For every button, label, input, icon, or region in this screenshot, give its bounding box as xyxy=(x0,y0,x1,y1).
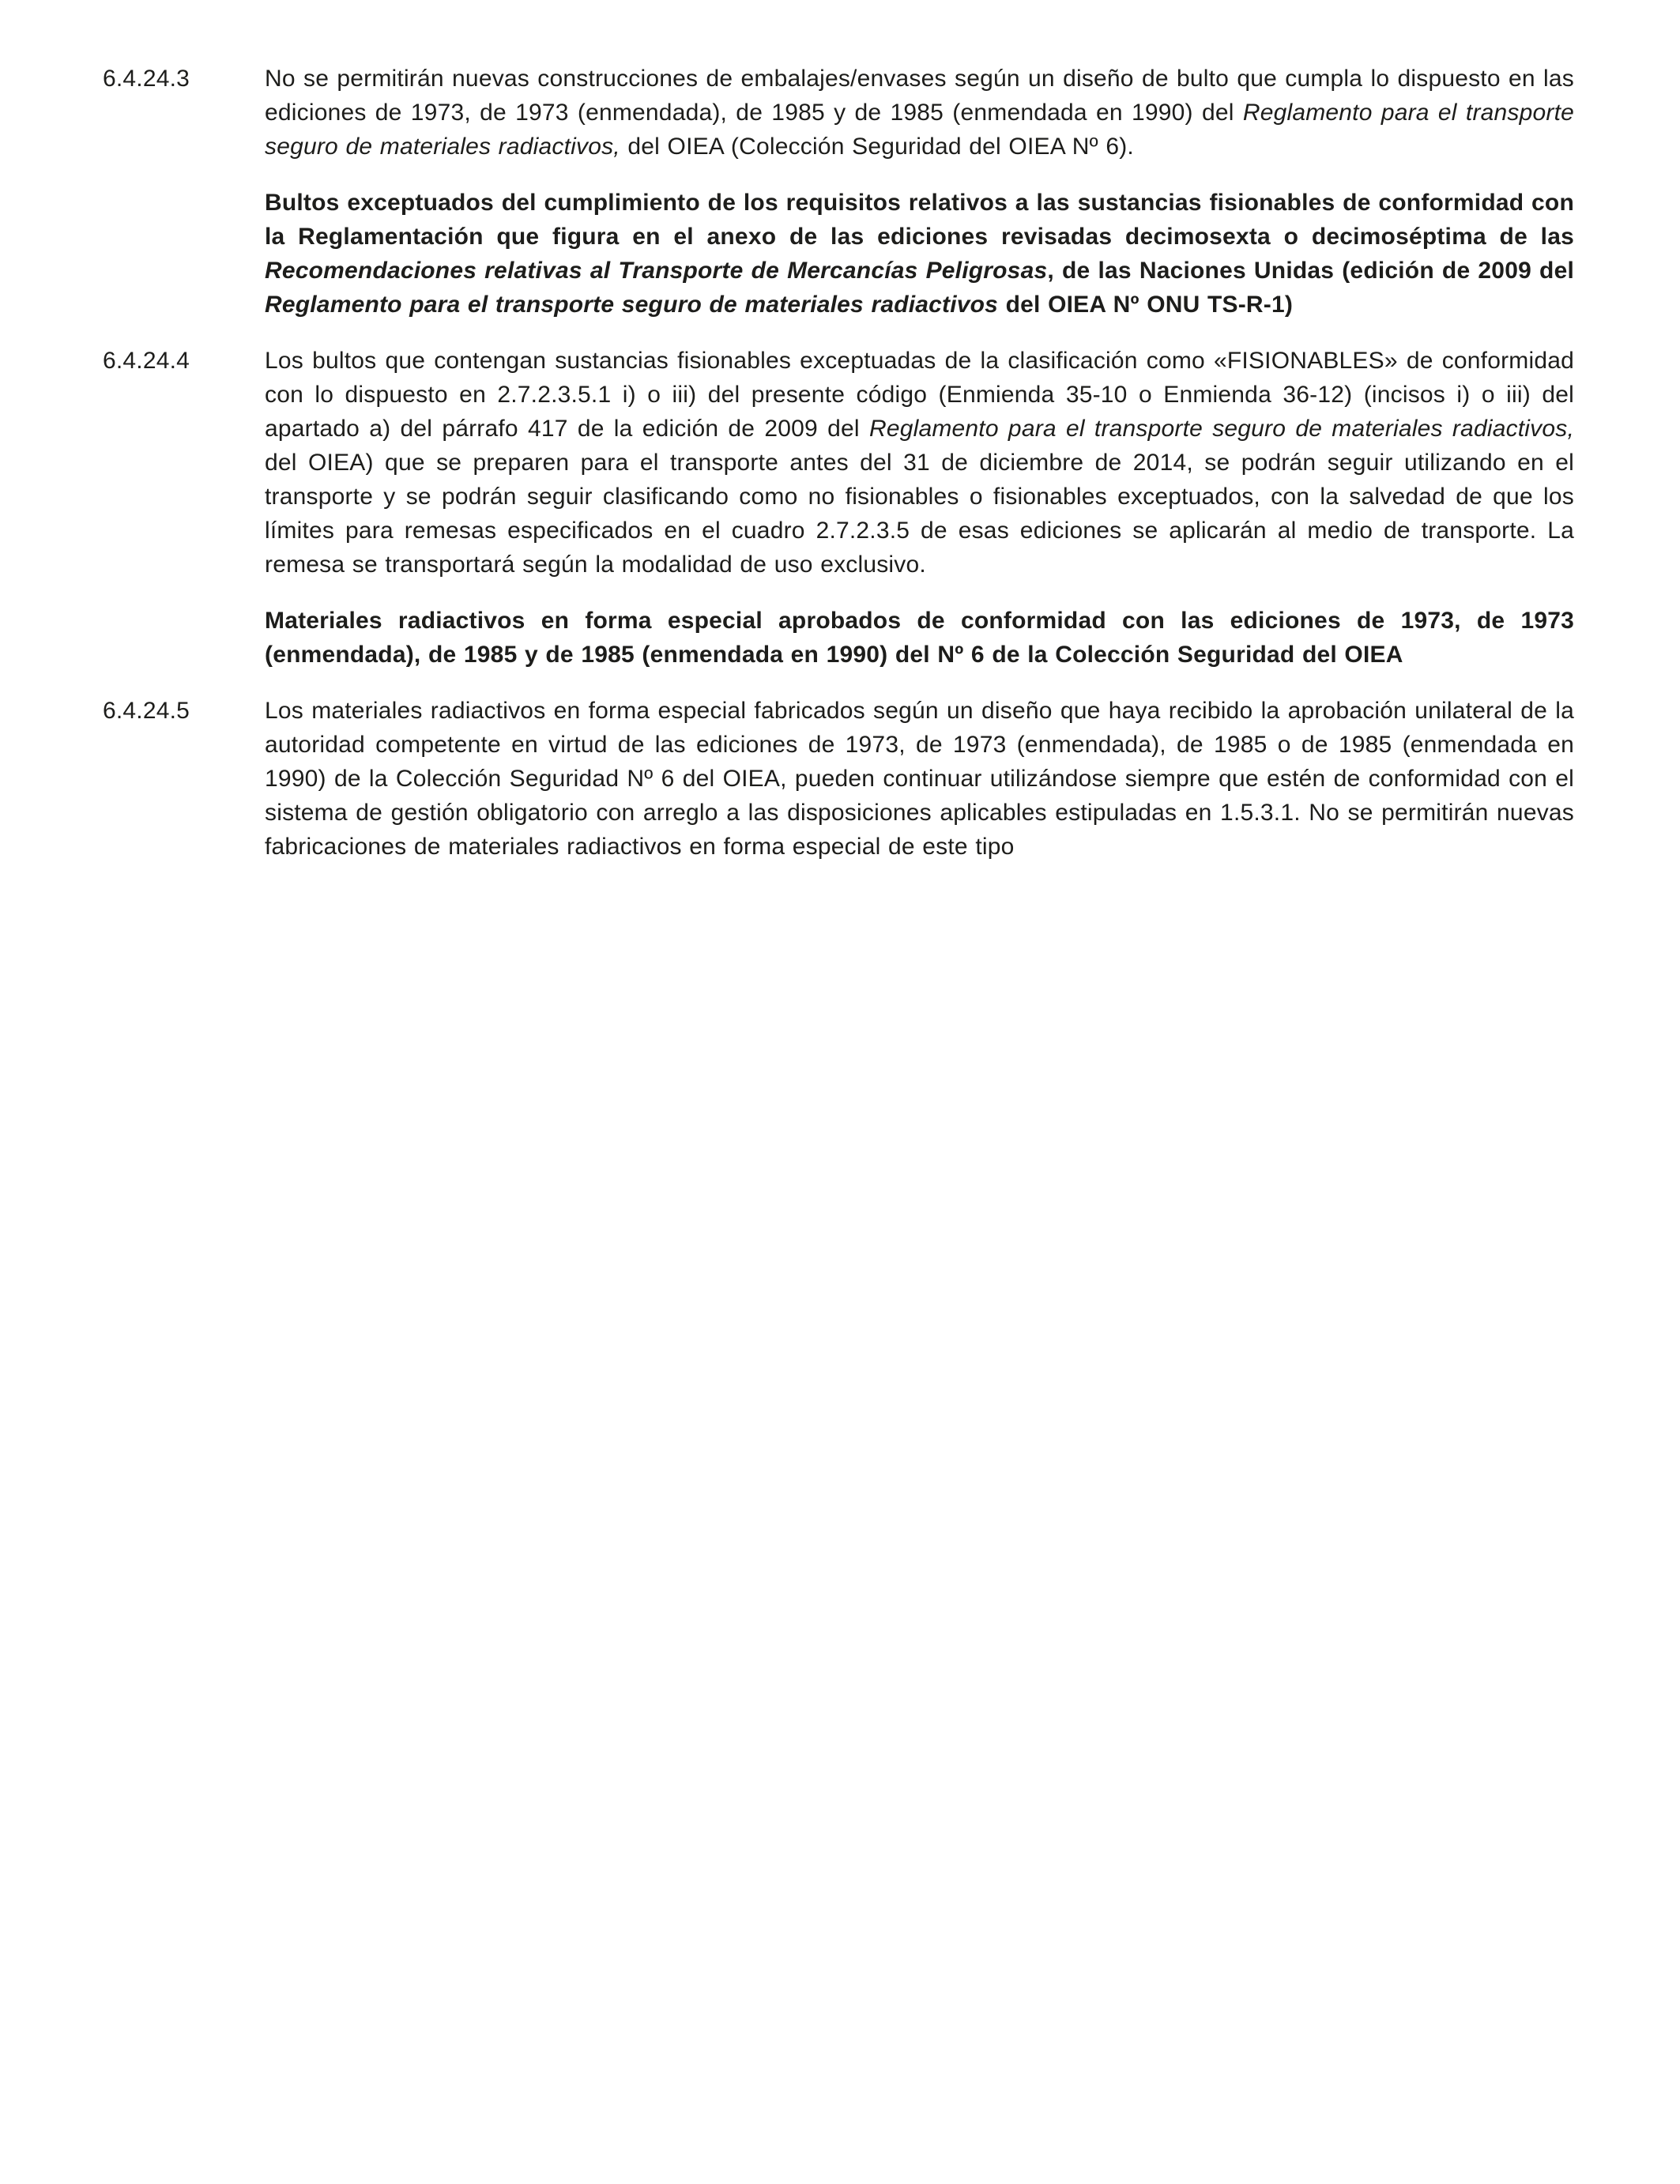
paragraph-body-text xyxy=(265,344,1574,582)
text-segment: Recomendaciones relativas al Transporte de Mercancías Peligrosas xyxy=(265,258,1048,284)
text-segment: del OIEA (Colección Seguridad del OIEA Nº 6). xyxy=(620,134,1134,160)
paragraph-number: 6.4.24.5 xyxy=(103,698,190,724)
paragraph-heading-text xyxy=(265,604,1574,672)
text-segment: Los materiales radiactivos en forma especial fabricados según un diseño que haya recibido la aprobación unilateral de la autoridad competente en virtud de las ediciones de 1973, de 1973 (enmendada), de 1985 o de 1985 (enmendada en 1990) de la Colección Seguridad Nº 6 del OIEA, pueden continuar utilizándose siempre que estén de conformidad con el sistema de gestión obligatorio con arreglo a las disposiciones aplicables estipuladas en 1.5.3.1. No se permitirán nuevas fabricaciones de materiales radiactivos en forma especial de este tipo xyxy=(265,698,1574,860)
subheading-paragraph xyxy=(103,604,1574,672)
paragraph-number: 6.4.24.3 xyxy=(103,66,190,92)
numbered-paragraph xyxy=(103,344,1574,582)
text-segment: Materiales radiactivos en forma especial aprobados de conformidad con las ediciones de 1973, de 1973 (enmendada), de 1985 y de 1985 (enmendada en 1990) del Nº 6 de la Colección Seguridad del OIEA xyxy=(265,608,1574,668)
text-segment: del OIEA) que se preparen para el transporte antes del 31 de diciembre de 2014, se podrán seguir utilizando en el transporte y se podrán seguir clasificando como no fisionables o fisionables exceptuados, con la salvedad de que los límites para remesas especificados en el cuadro 2.7.2.3.5 de esas ediciones se aplicarán al medio de transporte. La remesa se transportará según la modalidad de uso exclusivo. xyxy=(265,450,1574,578)
text-segment: Reglamento para el transporte seguro de materiales radiactivos xyxy=(265,292,999,318)
text-segment: Reglamento para el transporte seguro de materiales radiactivos, xyxy=(265,100,1574,160)
text-segment: , de las Naciones Unidas (edición de 2009 del xyxy=(1047,258,1574,284)
paragraph-heading-text xyxy=(265,186,1574,322)
text-segment: Reglamento para el transporte seguro de materiales radiactivos, xyxy=(868,416,1574,442)
text-segment: Los bultos que contengan sustancias fisionables exceptuadas de la clasificación como «FISIONABLES» de conformidad con lo dispuesto en 2.7.2.3.5.1 i) o iii) del presente código (Enmienda 35-10 o Enmienda 36-12) (incisos i) o iii) del apartado a) del párrafo 417 de la edición de 2009 del xyxy=(265,348,1574,442)
numbered-paragraph xyxy=(103,694,1574,864)
text-segment: Bultos exceptuados del cumplimiento de los requisitos relativos a las sustancias fisionables de conformidad con la Reglamentación que figura en el anexo de las ediciones revisadas decimosexta o decimoséptima de las xyxy=(265,190,1574,250)
text-segment: del OIEA Nº ONU TS-R-1) xyxy=(998,292,1294,318)
paragraph-body-text xyxy=(265,694,1574,864)
text-segment: No se permitirán nuevas construcciones de embalajes/envases según un diseño de bulto que cumpla lo dispuesto en las ediciones de 1973, de 1973 (enmendada), de 1985 y de 1985 (enmendada en 1990) del xyxy=(265,66,1574,126)
numbered-paragraph xyxy=(103,62,1574,164)
paragraph-number: 6.4.24.4 xyxy=(103,348,190,374)
paragraph-body-text xyxy=(265,62,1574,164)
document-body xyxy=(103,62,1574,864)
subheading-paragraph xyxy=(103,186,1574,322)
